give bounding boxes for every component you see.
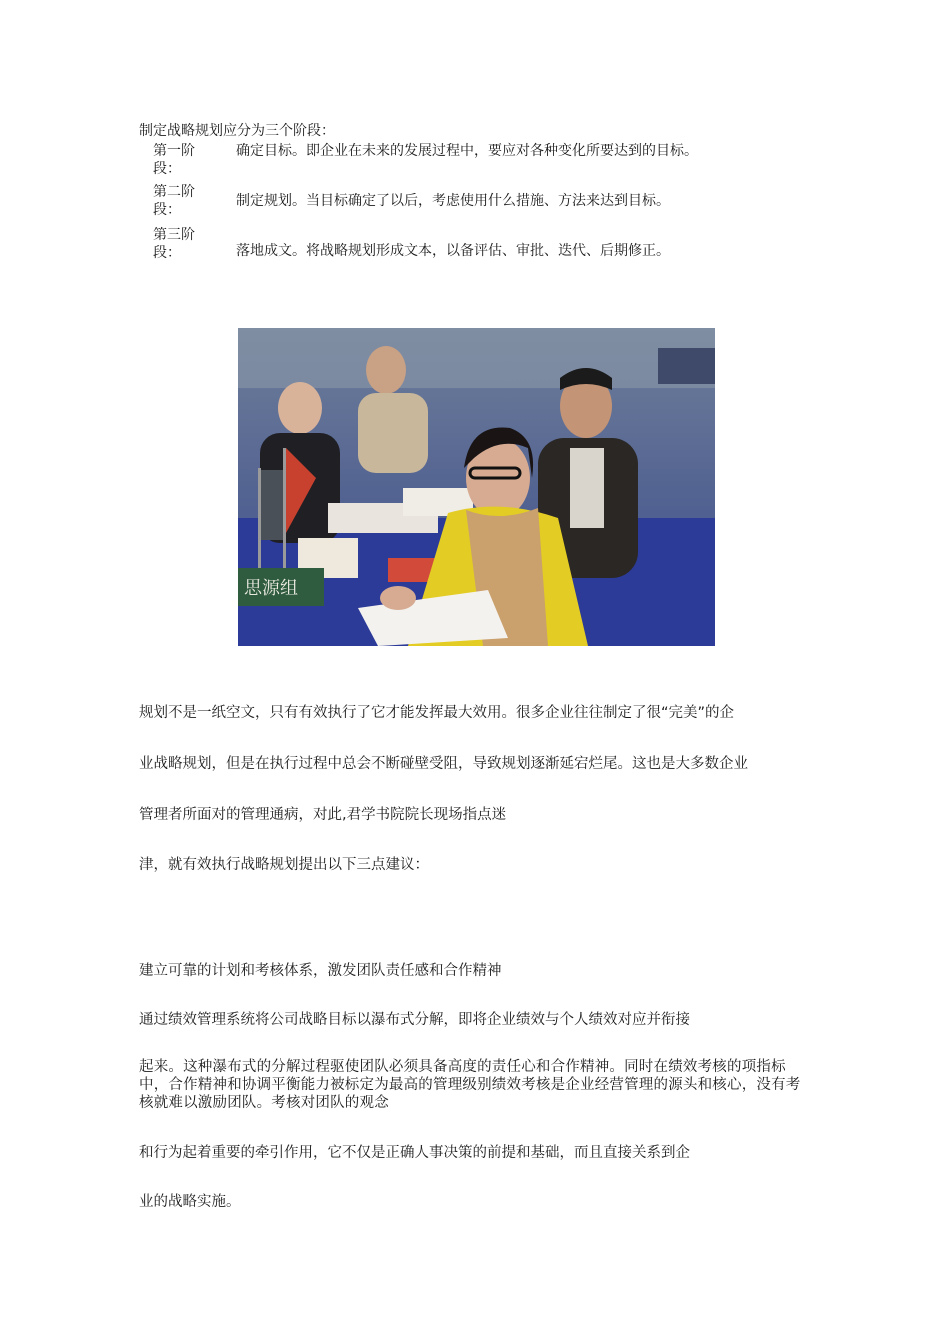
stage-label: 第三阶段： (153, 227, 195, 261)
paragraph-line: 和行为起着重要的牵引作用，它不仅是正确人事决策的前提和基础，而且直接关系到企 (139, 1145, 690, 1161)
paragraph-line: 津，就有效执行战略规划提出以下三点建议： (139, 857, 429, 873)
paragraph-line: 通过绩效管理系统将公司战略目标以瀑布式分解，即将企业绩效与个人绩效对应并衔接 (139, 1012, 690, 1028)
stage-label: 第一阶段： (153, 143, 195, 177)
stage-description: 制定规划。当目标确定了以后，考虑使用什么措施、方法来达到目标。 (236, 193, 670, 209)
stage-description: 落地成文。将战略规划形成文本，以备评估、审批、迭代、后期修正。 (236, 243, 670, 259)
paragraph-line: 业的战略实施。 (139, 1194, 241, 1210)
seminar-photo (238, 328, 715, 646)
intro-text: 制定战略规划应分为三个阶段： (139, 123, 335, 139)
paragraph-line: 管理者所面对的管理通病，对此,君学书院院长现场指点迷 (139, 807, 507, 823)
section-heading: 建立可靠的计划和考核体系，激发团队责任感和合作精神 (139, 963, 502, 979)
stage-label: 第二阶段： (153, 184, 195, 218)
paragraph-block: 起来。这种瀑布式的分解过程驱使团队必须具备高度的责任心和合作精神。同时在绩效考核的项指标中，合作精神和协调平衡能力被标定为最高的管理级别绩效考核是企业经营管理的源头和核心，没有考核就难以激励团队。考核对团队的观念 (139, 1059, 801, 1111)
stage-description: 确定目标。即企业在未来的发展过程中，要应对各种变化所要达到的目标。 (236, 143, 698, 159)
paragraph-line: 业战略规划，但是在执行过程中总会不断碰壁受阻，导致规划逐渐延宕烂尾。这也是大多数企业 (139, 756, 748, 772)
paragraph-line: 规划不是一纸空文，只有有效执行了它才能发挥最大效用。很多企业往往制定了很“完美”的企 (139, 705, 735, 721)
banner-text: 思源组 (244, 578, 298, 599)
